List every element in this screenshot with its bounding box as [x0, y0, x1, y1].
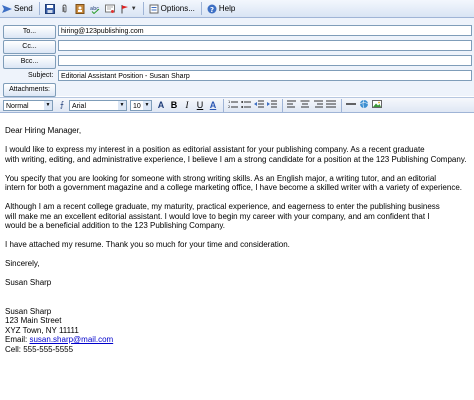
svg-text:1: 1: [228, 100, 231, 104]
toolbar-separator: [282, 99, 283, 112]
toolbar-separator: [143, 2, 144, 15]
svg-text:2: 2: [228, 105, 231, 109]
horizontal-line-icon[interactable]: [345, 99, 357, 111]
subject-label: Subject:: [28, 72, 54, 79]
to-field[interactable]: hiring@123publishing.com: [58, 25, 472, 36]
chevron-down-icon[interactable]: ▼: [119, 101, 125, 108]
email-label: Email:: [5, 335, 28, 344]
increase-indent-icon[interactable]: [266, 99, 278, 111]
toolbar-separator: [223, 99, 224, 112]
toolbar-separator: [341, 99, 342, 112]
attach-button[interactable]: [58, 1, 72, 16]
bold-icon[interactable]: B: [170, 100, 178, 110]
signature-name: Susan Sharp: [5, 278, 52, 287]
flag-icon: [120, 4, 130, 14]
greeting: Dear Hiring Manager,: [5, 126, 82, 135]
numbered-list-icon[interactable]: [227, 99, 239, 111]
align-left-icon[interactable]: [286, 99, 298, 111]
attachments-button[interactable]: Attachments:: [3, 83, 56, 97]
send-label: Send: [14, 4, 33, 13]
align-right-icon[interactable]: [312, 99, 324, 111]
spell-check-button[interactable]: [88, 1, 102, 16]
bcc-button[interactable]: Bcc...: [3, 55, 56, 69]
paragraph-line: I have attached my resume. Thank you so much for your time and consideration.: [5, 240, 290, 249]
toolbar-separator: [201, 2, 202, 15]
address-book-icon: [75, 4, 85, 14]
help-icon: [207, 4, 217, 14]
address-book-button[interactable]: [73, 1, 87, 16]
align-center-icon[interactable]: [299, 99, 311, 111]
font-value: Arial: [72, 102, 87, 110]
cell-line: Cell: 555-555-5555: [5, 344, 74, 354]
subject-row: [0, 70, 474, 84]
font-select[interactable]: [69, 100, 127, 111]
blank-line: [5, 250, 470, 260]
font-color-icon[interactable]: A: [157, 100, 165, 110]
help-button[interactable]: [205, 1, 237, 16]
chevron-down-icon[interactable]: ▼: [45, 101, 51, 108]
bullet-list-icon[interactable]: [240, 99, 252, 111]
options-label: Options...: [160, 4, 195, 13]
paragraph-line: would be a beneficial addition to the 123 Publishing Company.: [5, 221, 225, 230]
floppy-disk-icon: [45, 4, 55, 14]
save-button[interactable]: [43, 1, 57, 16]
paragraph-line: Although I am a recent college graduate, my maturity, practical experience, and eagerness to enter the publishing business: [5, 202, 440, 211]
bcc-field[interactable]: [58, 55, 472, 66]
to-row: [0, 25, 474, 39]
certificate-icon: [105, 4, 115, 14]
style-select[interactable]: [3, 100, 53, 111]
blank-line: [5, 136, 470, 146]
svg-text:?: ?: [209, 5, 214, 14]
message-header: [0, 18, 474, 96]
main-toolbar: [0, 0, 474, 18]
message-body[interactable]: [0, 114, 474, 400]
bcc-row: [0, 55, 474, 69]
chevron-down-icon[interactable]: ▼: [144, 101, 150, 108]
spell-check-icon: [90, 4, 100, 14]
formatting-toolbar: [0, 97, 474, 113]
decrease-indent-icon[interactable]: [253, 99, 265, 111]
blank-line: [5, 269, 470, 279]
paperclip-icon: [60, 4, 70, 14]
send-button[interactable]: [0, 1, 35, 16]
cc-button[interactable]: Cc...: [3, 40, 56, 54]
cc-field[interactable]: [58, 40, 472, 51]
paragraph-line: You specify that you are looking for someone with strong writing skills. As an English major, a writing tutor, and an editorial: [5, 173, 437, 183]
size-select[interactable]: [130, 100, 152, 111]
underline-icon[interactable]: U: [196, 100, 204, 110]
address-name: Susan Sharp: [5, 306, 52, 316]
blank-line: [5, 297, 470, 307]
help-label: Help: [218, 4, 236, 13]
security-button[interactable]: [103, 1, 117, 16]
email-link[interactable]: susan.sharp@mail.com: [29, 335, 114, 344]
blank-line: [5, 231, 470, 241]
subject-field[interactable]: Editorial Assistant Position - Susan Sharp: [58, 70, 472, 81]
attachments-row: [0, 83, 474, 97]
insert-picture-icon[interactable]: [371, 99, 383, 111]
justify-icon[interactable]: [325, 99, 337, 111]
email-line: [5, 335, 470, 345]
flag-button[interactable]: [118, 1, 139, 16]
font-icon: ⨍: [59, 100, 65, 109]
svg-text:abc: abc: [89, 5, 99, 12]
message-text: [5, 126, 470, 354]
size-value: 10: [133, 102, 141, 110]
style-value: Normal: [6, 102, 29, 110]
italic-icon[interactable]: I: [185, 100, 189, 110]
paragraph-line: will make me an excellent editorial assistant. I would love to begin my career with your company, and am confident that I: [5, 211, 430, 221]
options-icon: [149, 4, 159, 14]
paragraph-line: intern for both a government magazine and a college marketing office, I have become a skilled writer with a variety of experience.: [5, 183, 462, 192]
send-icon: [2, 4, 12, 14]
address-street: 123 Main Street: [5, 316, 62, 325]
address-city: XYZ Town, NY 11111: [5, 325, 79, 335]
closing: Sincerely,: [5, 259, 40, 268]
toolbar-separator: [39, 2, 40, 15]
blank-line: [5, 164, 470, 174]
blank-line: [5, 193, 470, 203]
text-color-icon[interactable]: A: [209, 100, 217, 110]
blank-line: [5, 288, 470, 298]
options-button[interactable]: [147, 1, 197, 16]
to-button[interactable]: To...: [3, 25, 56, 39]
insert-link-icon[interactable]: [358, 99, 370, 111]
cc-row: [0, 40, 474, 54]
chevron-down-icon[interactable]: ▼: [130, 5, 137, 12]
paragraph-line: I would like to express my interest in a position as editorial assistant for your publishing company. As a recent graduate: [5, 145, 425, 154]
paragraph-line: with writing, editing, and administrative experience, I believe I am a strong candidate for a position at the 123 Publishing Company.: [5, 154, 467, 164]
